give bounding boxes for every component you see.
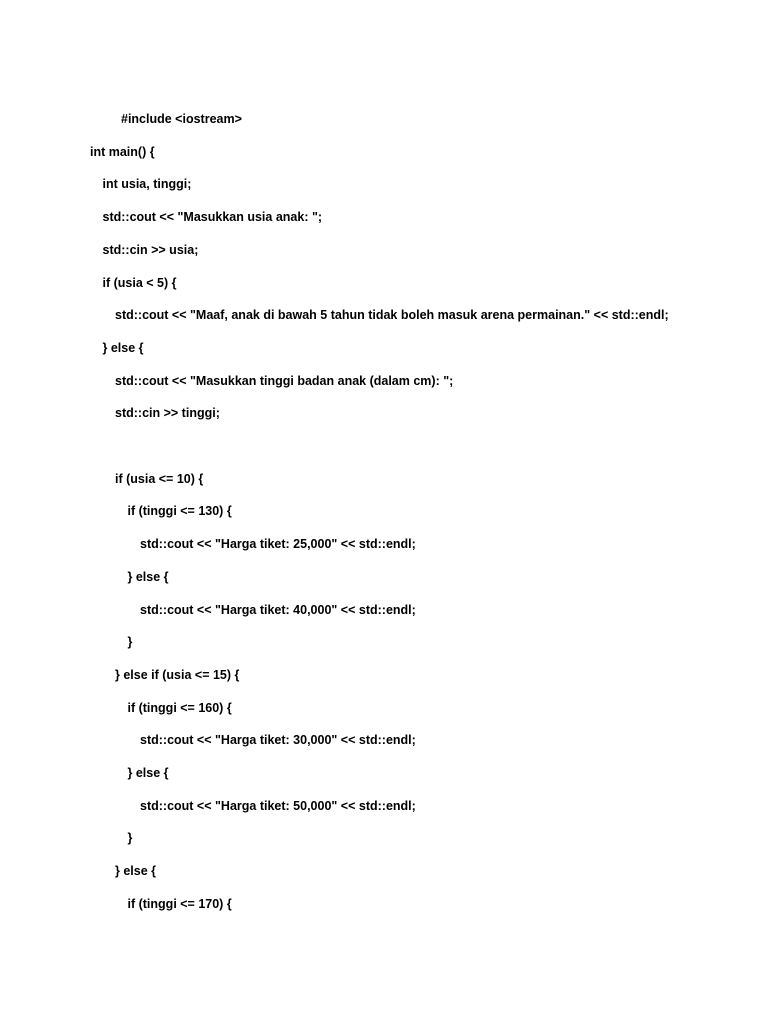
code-line: if (tinggi <= 130) { (127, 504, 232, 518)
code-line: } else { (102, 341, 144, 355)
code-line: std::cout << "Harga tiket: 25,000" << std::endl; (140, 537, 416, 551)
code-line: } else { (115, 864, 157, 878)
code-line: } else { (127, 766, 169, 780)
code-line: std::cout << "Harga tiket: 30,000" << std::endl; (140, 733, 416, 747)
code-line: } else if (usia <= 15) { (115, 668, 240, 682)
code-line: } (127, 635, 133, 649)
code-line: if (usia <= 10) { (115, 472, 204, 486)
code-line: std::cout << "Maaf, anak di bawah 5 tahun tidak boleh masuk arena permainan." << std::endl; (115, 308, 669, 322)
code-line: } else { (127, 570, 169, 584)
code-line: if (tinggi <= 160) { (127, 701, 232, 715)
code-line: if (usia < 5) { (102, 276, 177, 290)
code-line: #include <iostream> (121, 112, 242, 126)
code-line: } (127, 831, 133, 845)
code-line: int main() { (90, 145, 155, 159)
code-line: int usia, tinggi; (102, 177, 192, 191)
code-line: std::cout << "Harga tiket: 50,000" << std::endl; (140, 799, 416, 813)
code-line: std::cout << "Masukkan usia anak: "; (102, 210, 323, 224)
code-line: if (tinggi <= 170) { (127, 897, 232, 911)
code-line: std::cout << "Masukkan tinggi badan anak (dalam cm): "; (115, 374, 454, 388)
code-line: std::cin >> usia; (102, 243, 199, 257)
code-line: std::cin >> tinggi; (115, 406, 220, 420)
code-line: std::cout << "Harga tiket: 40,000" << std::endl; (140, 603, 416, 617)
